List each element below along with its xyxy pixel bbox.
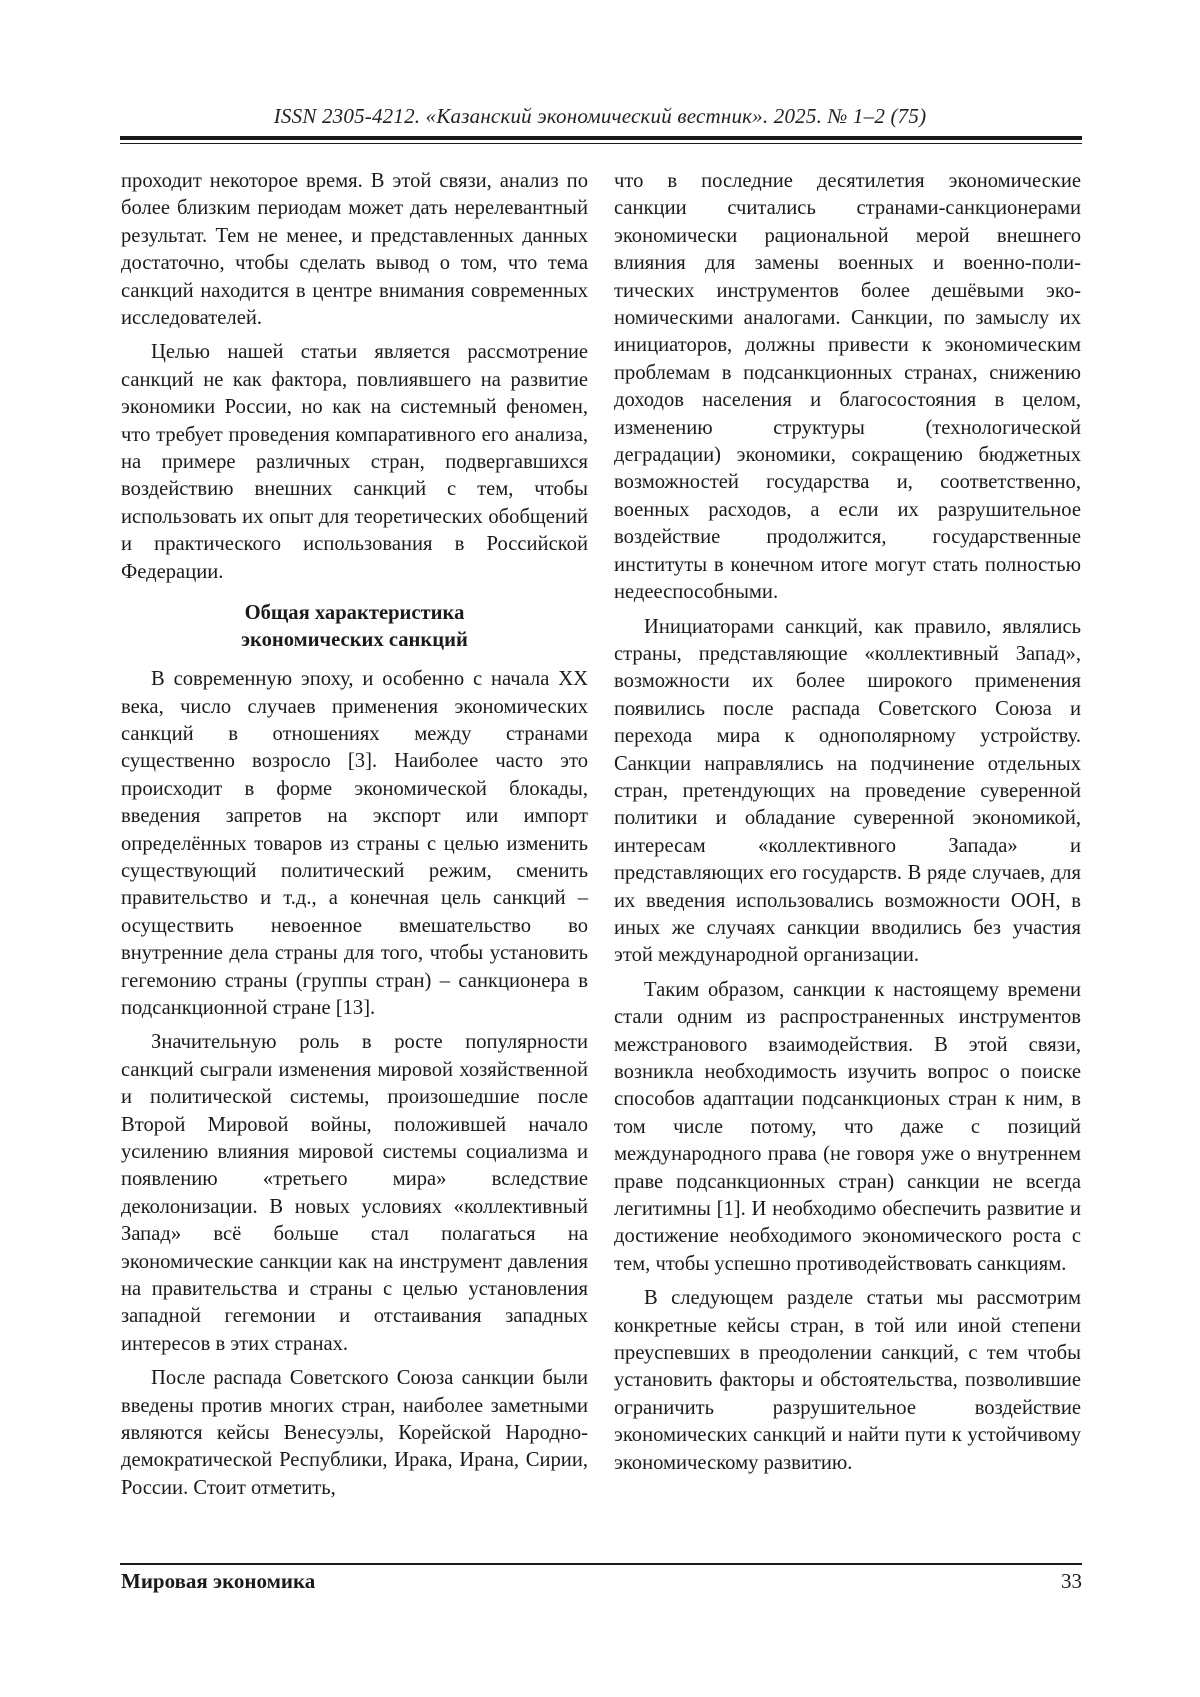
right-column [614, 168, 1081, 1484]
left-column [121, 168, 588, 1509]
paragraph: Значительную роль в росте популярности санкций сыграли изменения мировой хозяйственной и политической системы, произошедшие после Второй Мировой войны, положившей начало усилению влияния мировой системы социализма и появлению «третьего мира» вследствие деколонизации. В новых условиях «коллективный Запад» всё больше стал полагаться на экономические санкции как на инструмент давления на правительства и страны с целью установления западной гегемонии и отстаивания западных интересов в этих странах. [121, 1031, 588, 1355]
paragraph: проходит некоторое время. В этой связи, анализ по более близким периодам может дать нерелевантный результат. Тем не менее, и представленных данных достаточно, чтобы сделать вывод о том, что тема санкций находится в центре внимания современных исследователей. [121, 170, 588, 330]
paragraph: Целью нашей статьи является рассмотрение санкций не как фактора, повлиявшего на развитие экономики России, но как на системный феномен, что требует проведения компаративного его анализа, на примере различных стран, подвергавшихся воздействию внешних санкций с тем, чтобы использовать их опыт для теоретических обобщений и практического использования в Российской Федерации. [121, 341, 588, 583]
paragraph: Таким образом, санкции к настоящему времени стали одним из распространенных инструментов межстранового взаимодействия. В этой связи, возникла необходимость изучить вопрос о поиске способов адаптации подсанкционых стран к ним, в том числе потому, что даже с позиций международного права (не говоря уже о внутреннем праве подсанкционных стран) санкции не всегда легитимны [1]. И необходимо обеспечить развитие и достижение необходимого экономического роста с тем, чтобы успешно противодействовать санкциям. [614, 978, 1081, 1275]
paragraph: В современную эпоху, и особенно с начала XX века, число случаев применения экономических санкций в отношениях между странами существенно возросло [3]. Наиболее часто это происходит в форме экономической блокады, введения запретов на экспорт или импорт определённых товаров из страны с целью изменить существующий политический режим, сменить правительство и т.д., а конечная цель санкций – осуществить невоенное вмешательство во внутренние дела страны для того, чтобы установить гегемонию страны (группы стран) – санкционера в подсанкционной стране [13]. [121, 668, 588, 1019]
section-heading [121, 600, 588, 654]
section-heading-line: экономических санкций [241, 629, 468, 652]
journal-issn-line: ISSN 2305-4212. «Казанский экономический вестник». 2025. № 1–2 (75) [273, 104, 927, 128]
paragraph: что в последние десятилетия экономические санкции считались странами-санкционерами экономически рациональной мерой внешнего влияния для замены военных и военно-политических инструментов более дешёвыми экономическими аналогами. Санкции, по замыслу их инициаторов, должны привести к экономическим проблемам в подсанкционных странах, снижению доходов населения и благосостояния в целом, изменению структуры (технологической деградации) экономики, сокращению бюджетных возможностей государства и, соответственно, военных расходов, а если их разрушительное воздействие продолжится, государственные институты в конечном итоге могут стать полностью недееспособными. [614, 170, 1081, 604]
section-heading-line: Общая характеристика [244, 602, 465, 625]
footer-section-title: Мировая экономика [121, 1569, 316, 1593]
page-number: 33 [1061, 1569, 1082, 1593]
paragraph: В следующем разделе статьи мы рассмотрим конкретные кейсы стран, в той или иной степени преуспевших в преодолении санкций, с тем чтобы установить факторы и обстоятельства, позволившие ограничить разрушительное воздействие экономических санкций и найти пути к устойчивому экономическому развитию. [614, 1287, 1081, 1474]
paragraph: Инициаторами санкций, как правило, являлись страны, представляющие «коллективный Запад», возможности их более широкого применения появились после распада Советского Союза и перехода мира к однополярному устройству. Санкции направлялись на подчинение отдельных стран, претендующих на проведение суверенной политики и обладание суверенной экономикой, интересам «коллективного Запада» и представляющих его государств. В ряде случаев, для их введения использовались возможности ООН, в иных же случаях санкции вводились без участия этой международной организации. [614, 615, 1081, 967]
paragraph: После распада Советского Союза санкции были введены против многих стран, наиболее заметными являются кейсы Венесуэлы, Корейской Народно-демократической Республики, Ирака, Ирана, Сирии, России. Стоит отметить, [121, 1367, 588, 1499]
footer-rule [120, 1563, 1082, 1565]
header-rule-thin [120, 143, 1082, 144]
header-rule-thick [120, 136, 1082, 140]
